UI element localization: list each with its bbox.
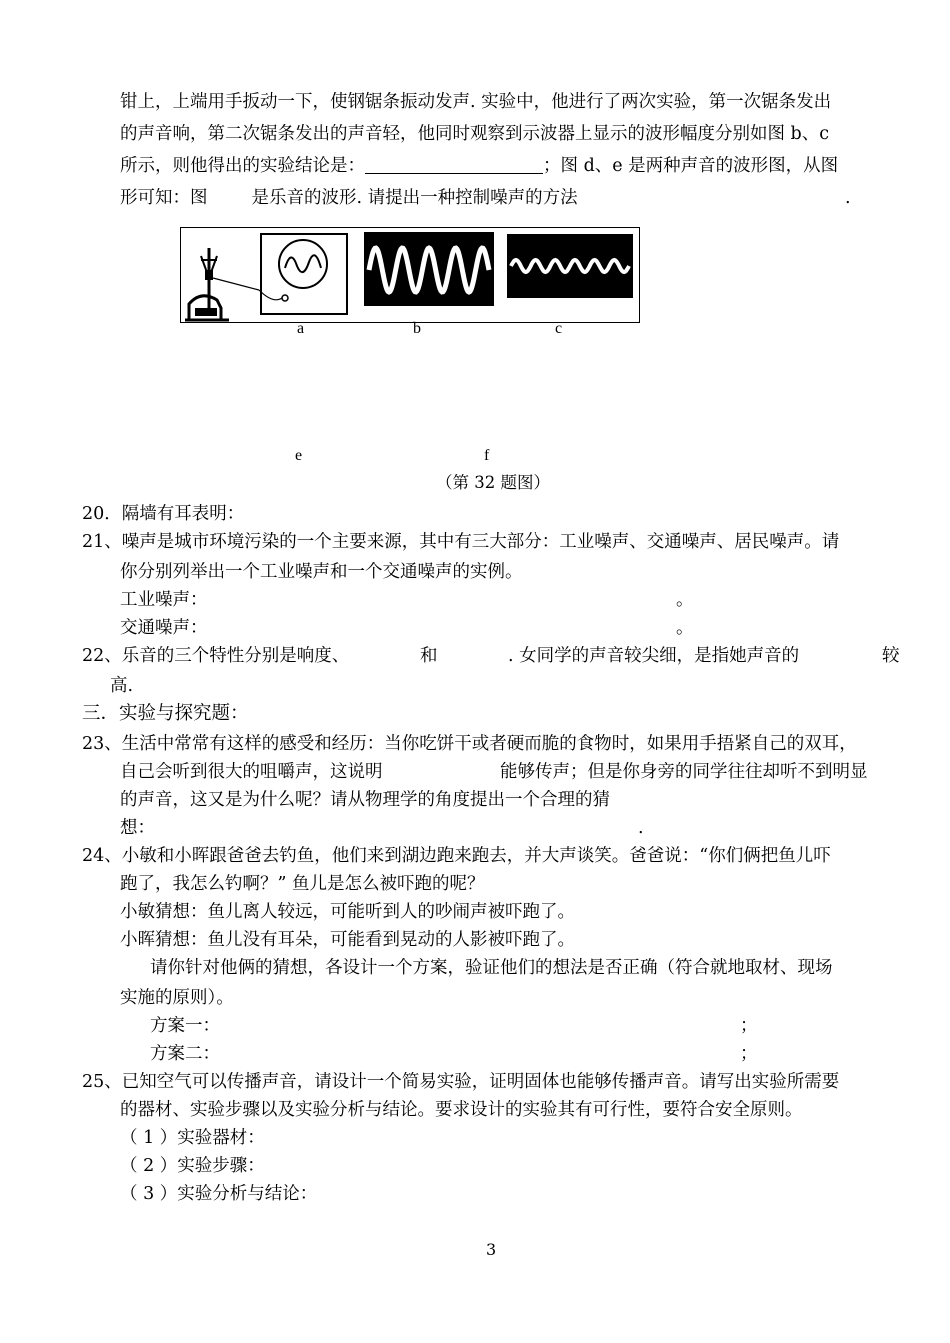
question-23-line-2a: 自己会听到很大的咀嚼声，这说明 xyxy=(120,762,383,782)
section-3-title: 三．实验与探究题： xyxy=(82,703,249,724)
page-number: 3 xyxy=(486,1240,497,1259)
question-21-line-1: 21、噪声是城市环境污染的一个主要来源，其中有三大部分：工业噪声、交通噪声、居民噪声。请 xyxy=(82,532,840,552)
question-25-line-1: 25、已知空气可以传播声音，请设计一个简易实验，证明固体也能够传播声音。请写出实验所需要 xyxy=(82,1072,840,1092)
traffic-noise-label: 交通噪声： xyxy=(120,618,208,638)
waveform-b-panel xyxy=(364,232,494,306)
intro-line-2: 的声音响，第二次锯条发出的声音轻，他同时观察到示波器上显示的波形幅度分别如图 b、c xyxy=(120,124,830,144)
figure-label-a: a xyxy=(297,320,305,337)
intro-line-3-text: 所示，则他得出的实验结论是： xyxy=(120,156,365,176)
traffic-noise-end: 。 xyxy=(676,618,694,638)
figure-drawing xyxy=(181,228,639,322)
question-24-line-6: 实施的原则）。 xyxy=(120,988,234,1008)
figure-label-f: f xyxy=(484,447,490,464)
intro-line-4-mid: 是乐音的波形. 请提出一种控制噪声的方法 xyxy=(251,188,578,208)
question-22-part-3: . 女同学的声音较尖细，是指她声音的 xyxy=(508,646,800,666)
question-25-line-2: 的器材、实验步骤以及实验分析与结论。要求设计的实验其有可行性，要符合安全原则。 xyxy=(120,1100,803,1120)
conclusion-blank[interactable] xyxy=(365,155,543,174)
question-24-line-5: 请你针对他俩的猜想，各设计一个方案，验证他们的想法是否正确（符合就地取材、现场 xyxy=(150,958,833,978)
question-24-guess-2: 小晖猜想：鱼儿没有耳朵，可能看到晃动的人影被吓跑了。 xyxy=(120,930,575,950)
intro-line-4-end: . xyxy=(845,188,851,208)
industrial-noise-label: 工业噪声： xyxy=(120,590,208,610)
figure-label-c: c xyxy=(555,320,563,337)
question-22-part-2: 和 xyxy=(420,646,438,666)
plan-1-label: 方案一： xyxy=(150,1016,220,1036)
question-24-guess-1: 小敏猜想：鱼儿离人较远，可能听到人的吵闹声被吓跑了。 xyxy=(120,902,575,922)
intro-line-4 xyxy=(120,184,578,212)
plan-2-end: ； xyxy=(740,1044,758,1064)
intro-line-3-rest: ；图 d、e 是两种声音的波形图，从图 xyxy=(543,156,839,176)
oscilloscope-figure xyxy=(180,227,640,323)
question-25-item-1: （ 1 ）实验器材： xyxy=(120,1128,265,1148)
question-25-item-2: （ 2 ）实验步骤： xyxy=(120,1156,265,1176)
figure-caption: （第 32 题图） xyxy=(436,473,550,492)
question-21-line-2: 你分别列举出一个工业噪声和一个交通噪声的实例。 xyxy=(120,562,523,582)
question-24-line-1: 24、小敏和小晖跟爸爸去钓鱼，他们来到湖边跑来跑去，并大声谈笑。爸爸说：“你们俩把鱼儿吓 xyxy=(82,846,831,866)
question-22-line-2: 高. xyxy=(110,676,134,696)
figure-label-b: b xyxy=(413,320,421,337)
saw-apparatus-icon xyxy=(185,248,259,320)
question-23-line-2b: 能够传声；但是你身旁的同学往往却听不到明显 xyxy=(500,762,868,782)
question-24-line-2: 跑了，我怎么钓啊？” 鱼儿是怎么被吓跑的呢？ xyxy=(120,874,485,894)
question-23-line-1: 23、生活中常常有这样的感受和经历：当你吃饼干或者硬而脆的食物时，如果用手捂紧自己的双耳， xyxy=(82,734,857,754)
question-25-item-3: （ 3 ）实验分析与结论： xyxy=(120,1184,318,1204)
question-22-part-1: 22、乐音的三个特性分别是响度、 xyxy=(82,646,350,666)
intro-line-1: 钳上，上端用手扳动一下，使钢锯条振动发声. 实验中，他进行了两次实验，第一次锯条发出 xyxy=(120,92,832,112)
question-23-line-4-end: . xyxy=(638,818,644,838)
question-23-line-3: 的声音，这又是为什么呢？请从物理学的角度提出一个合理的猜 xyxy=(120,790,610,810)
industrial-noise-end: 。 xyxy=(676,590,694,610)
question-20: 20．隔墙有耳表明： xyxy=(82,504,245,524)
intro-line-3 xyxy=(120,152,838,180)
waveform-c-panel xyxy=(507,234,633,298)
plan-1-end: ； xyxy=(740,1016,758,1036)
question-23-line-4: 想： xyxy=(120,818,155,838)
plan-2-label: 方案二： xyxy=(150,1044,220,1064)
oscilloscope-icon xyxy=(259,234,347,314)
figure-label-e: e xyxy=(295,447,303,464)
question-22-part-4: 较 xyxy=(882,646,900,666)
intro-line-4-text: 形可知：图 xyxy=(120,188,208,208)
